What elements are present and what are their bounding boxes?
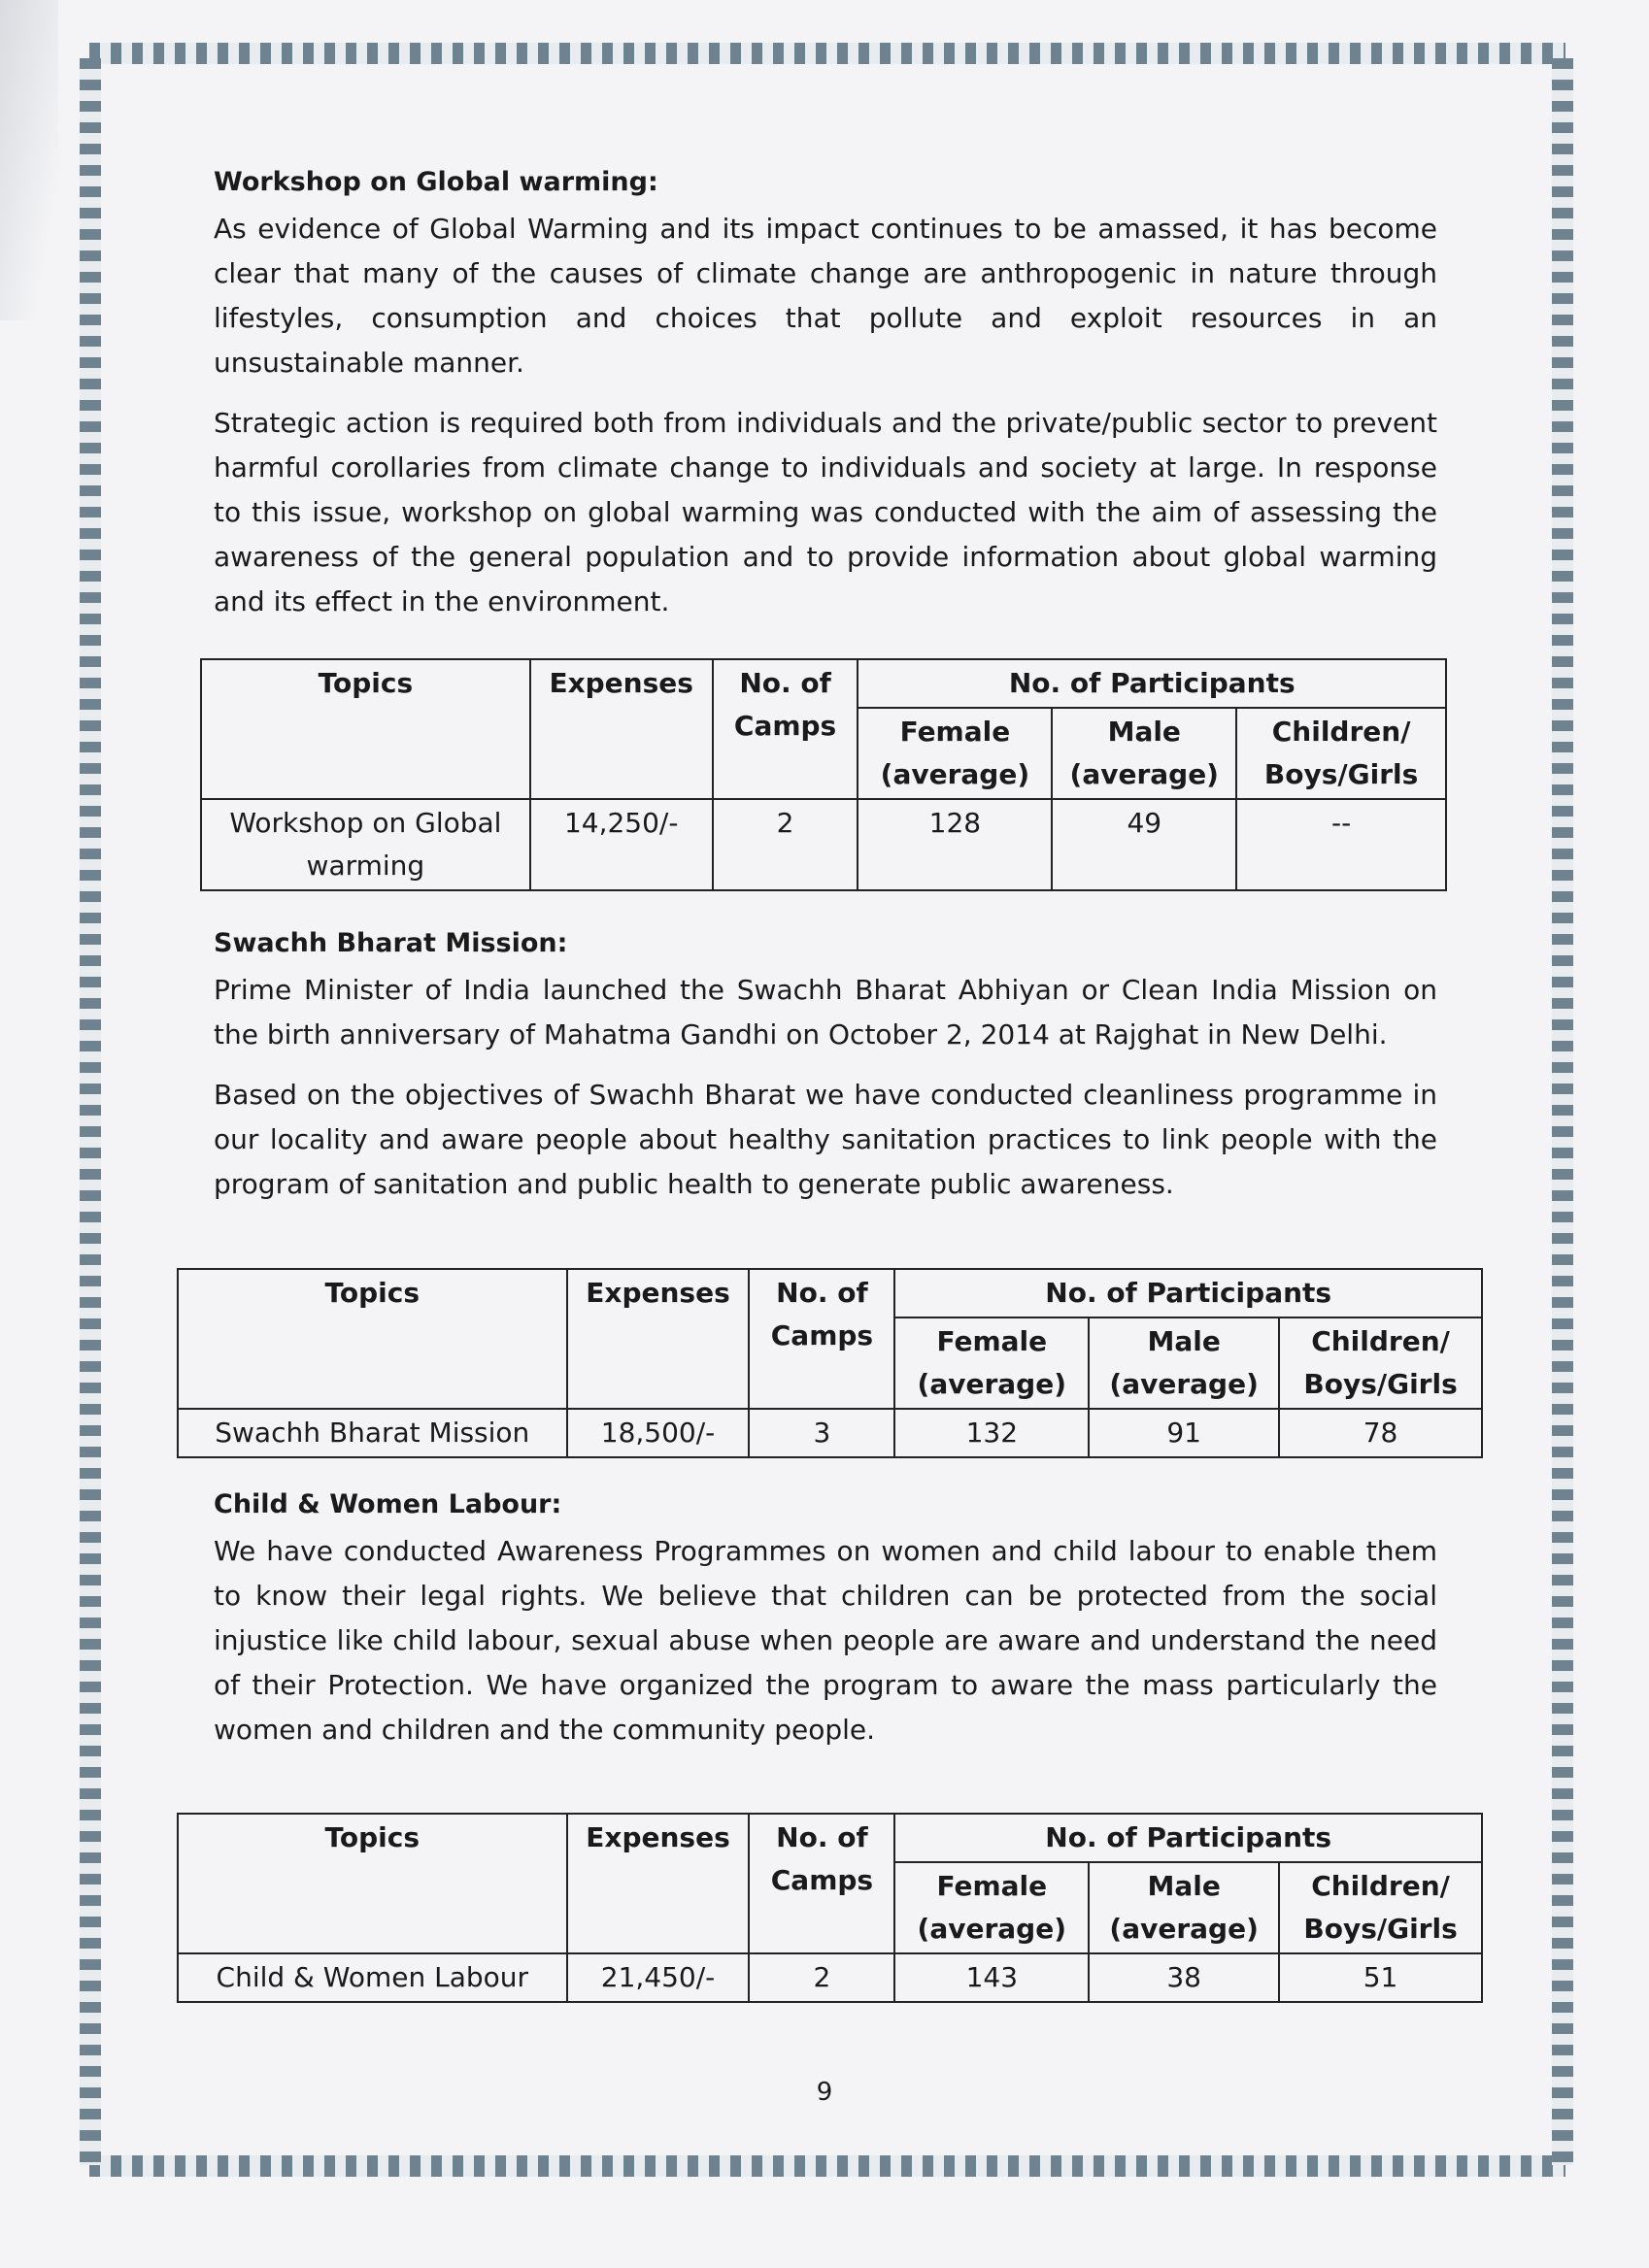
header-expenses: Expenses (567, 1814, 750, 1953)
paragraph: Based on the objectives of Swachh Bharat we have conducted cleanliness programme in our locality and aware people about healthy sanitation practices to link people with the program of sanitation and public health to generate public awareness. (214, 1079, 1437, 1201)
table-row (178, 1409, 1482, 1457)
header-female: Female (average) (894, 1317, 1089, 1409)
cell-female: 143 (894, 1953, 1089, 2002)
header-male: Male (average) (1052, 708, 1236, 799)
header-participants: No. of Participants (894, 1814, 1482, 1862)
section-title: Child & Women Labour: (214, 1489, 562, 1519)
section-title: Swachh Bharat Mission: (214, 928, 568, 958)
cell-topic: Workshop on Global warming (201, 799, 530, 890)
swachh-bharat-table (177, 1268, 1483, 1458)
cell-topic: Swachh Bharat Mission (178, 1409, 567, 1457)
cell-male: 49 (1052, 799, 1236, 890)
cell-female: 128 (858, 799, 1052, 890)
cell-male: 91 (1089, 1409, 1279, 1457)
header-children: Children/ Boys/Girls (1279, 1317, 1482, 1409)
header-female: Female (average) (894, 1862, 1089, 1953)
child-women-labour-table (177, 1813, 1483, 2003)
header-camps: No. of Camps (749, 1269, 894, 1409)
header-topics: Topics (178, 1814, 567, 1953)
cell-male: 38 (1089, 1953, 1279, 2002)
header-male: Male (average) (1089, 1317, 1279, 1409)
header-participants: No. of Participants (894, 1269, 1482, 1317)
header-expenses: Expenses (567, 1269, 750, 1409)
cell-camps: 3 (749, 1409, 894, 1457)
header-male: Male (average) (1089, 1862, 1279, 1953)
border-right (1552, 58, 1573, 2165)
paragraph: We have conducted Awareness Programmes on women and child labour to enable them to know their legal rights. We believe that children can be protected from the social injustice like child labour, sexual abuse when people are aware and understand the need of their Protection. We have organized the program to aware the mass particularly the women and children and the community people. (214, 1535, 1437, 1747)
header-topics: Topics (178, 1269, 567, 1409)
header-children: Children/ Boys/Girls (1279, 1862, 1482, 1953)
cell-children: -- (1236, 799, 1446, 890)
page-number: 9 (816, 2078, 833, 2107)
header-participants: No. of Participants (858, 659, 1446, 708)
section-child-women-labour (214, 1487, 1437, 1768)
border-bottom (89, 2155, 1565, 2177)
table-row (201, 799, 1446, 890)
global-warming-table (200, 658, 1447, 891)
header-topics: Topics (201, 659, 530, 799)
cell-expenses: 14,250/- (530, 799, 713, 890)
cell-topic: Child & Women Labour (178, 1953, 567, 2002)
cell-expenses: 21,450/- (567, 1953, 750, 2002)
header-children: Children/ Boys/Girls (1236, 708, 1446, 799)
paragraph: Prime Minister of India launched the Swachh Bharat Abhiyan or Clean India Mission on the birth anniversary of Mahatma Gandhi on October 2, 2014 at Rajghat in New Delhi. (214, 974, 1437, 1051)
cell-camps: 2 (713, 799, 858, 890)
border-left (80, 58, 101, 2165)
cell-children: 78 (1279, 1409, 1482, 1457)
section-global-warming (214, 165, 1437, 640)
page-corner-fold (0, 0, 58, 320)
cell-female: 132 (894, 1409, 1089, 1457)
table-row (178, 1953, 1482, 2002)
cell-children: 51 (1279, 1953, 1482, 2002)
section-title: Workshop on Global warming: (214, 167, 658, 197)
cell-camps: 2 (749, 1953, 894, 2002)
border-top (89, 43, 1565, 64)
header-expenses: Expenses (530, 659, 713, 799)
cell-expenses: 18,500/- (567, 1409, 750, 1457)
header-camps: No. of Camps (749, 1814, 894, 1953)
section-swachh-bharat (214, 926, 1437, 1222)
header-female: Female (average) (858, 708, 1052, 799)
paragraph: Strategic action is required both from individuals and the private/public sector to prevent harmful corollaries from climate change to individuals and society at large. In response to this issue, workshop on global warming was conducted with the aim of assessing the awareness of the general population and to provide information about global warming and its effect in the environment. (214, 407, 1437, 618)
paragraph: As evidence of Global Warming and its impact continues to be amassed, it has become clear that many of the causes of climate change are anthropogenic in nature through lifestyles, consumption and choices that pollute and exploit resources in an unsustainable manner. (214, 213, 1437, 380)
header-camps: No. of Camps (713, 659, 858, 799)
